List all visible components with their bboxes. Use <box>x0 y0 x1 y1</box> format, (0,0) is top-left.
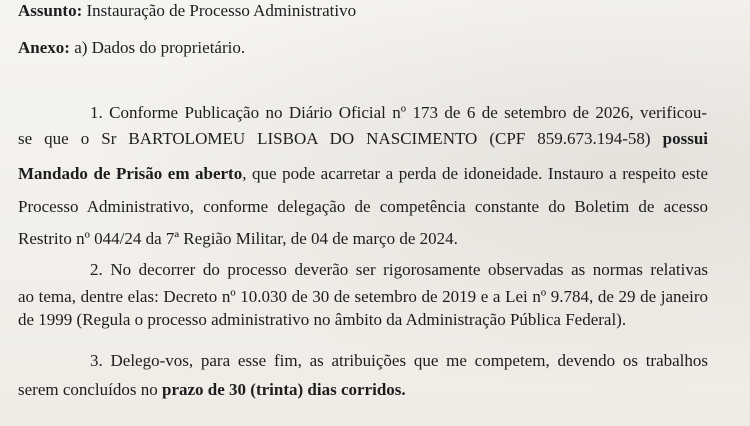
paragraph-3-text-1: Delego-vos, para esse fim, as atribuições que me competem, devendo os trabalhos <box>110 351 709 370</box>
annex-line <box>18 38 245 58</box>
paragraph-3-text-2b: prazo de 30 (trinta) dias corridos. <box>162 380 406 399</box>
paragraph-1-line-1 <box>90 103 707 123</box>
paragraph-2-line-2 <box>18 287 708 307</box>
subject-value: Instauração de Processo Administrativo <box>86 1 357 20</box>
paragraph-1-text-3a: Mandado de Prisão em aberto <box>18 164 243 183</box>
paragraph-1-line-5 <box>18 229 458 249</box>
paragraph-1-text-1: Conforme Publicação no Diário Oficial nº 173 de 6 de setembro de 2026, verificou- <box>109 103 707 122</box>
paragraph-1-line-2 <box>18 129 708 149</box>
paragraph-2-line-3 <box>18 310 626 330</box>
paragraph-3-line-2 <box>18 380 406 400</box>
paragraph-1-text-3b: , que pode acarretar a perda de idoneidade. Instauro a respeito este <box>242 164 708 183</box>
paragraph-1-line-3 <box>18 164 708 184</box>
paragraph-2-text-1: No decorrer do processo deverão ser rigorosamente observadas as normas relativas <box>110 260 708 279</box>
paragraph-2-text-3: de 1999 (Regula o processo administrativo no âmbito da Administração Pública Federal). <box>18 310 627 329</box>
paragraph-2-text-2: ao tema, dentre elas: Decreto nº 10.030 de 30 de setembro de 2019 e a Lei nº 9.784, de 29 de janeiro <box>18 287 708 306</box>
annex-label: Anexo: <box>18 38 70 57</box>
paragraph-3-line-1 <box>90 351 708 371</box>
subject-line <box>18 1 356 21</box>
paragraph-1-text-5: Restrito nº 044/24 da 7ª Região Militar, de 04 de março de 2024. <box>18 229 458 248</box>
paragraph-1-line-4 <box>18 197 708 217</box>
annex-value: a) Dados do proprietário. <box>74 38 246 57</box>
paragraph-2-number: 2. <box>90 260 103 279</box>
paragraph-1-text-2b: possui <box>662 129 709 148</box>
paragraph-3-text-2a: serem concluídos no <box>18 380 158 399</box>
subject-label: Assunto: <box>18 1 83 20</box>
paragraph-1-text-2a: se que o Sr BARTOLOMEU LISBOA DO NASCIMENTO (CPF 859.673.194-58) <box>18 129 651 148</box>
paragraph-3-number: 3. <box>90 351 103 370</box>
paragraph-2-line-1 <box>90 260 708 280</box>
paragraph-1-text-4: Processo Administrativo, conforme delegação de competência constante do Boletim de acesso <box>18 197 708 216</box>
paragraph-1-number: 1. <box>90 103 103 122</box>
